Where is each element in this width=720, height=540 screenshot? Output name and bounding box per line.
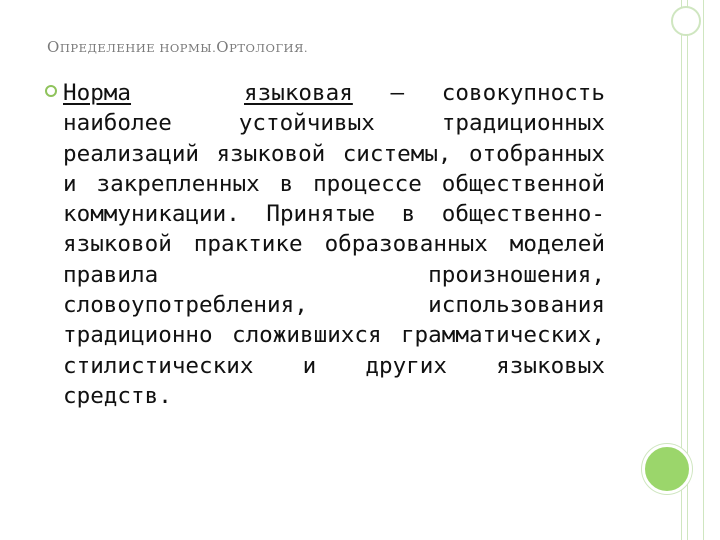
title-initial: О bbox=[216, 38, 230, 56]
outline-circle-icon bbox=[671, 6, 701, 36]
definition-paragraph bbox=[63, 78, 605, 411]
slide-title bbox=[47, 38, 308, 56]
title-initial: О bbox=[47, 38, 60, 56]
term-word: Норма bbox=[63, 80, 132, 106]
decorative-rule bbox=[703, 0, 704, 540]
definition-text: – совокупность наиболее устойчивых традиционных реализаций языковой системы, отобранных и закрепленных в процессе общественной коммуникации. Принятые в общественно-языковой практике образованных моделей правила произношения, словоупотребления, использования традиционно сложившихся грамматических, стилистических и других языковых средств. bbox=[63, 80, 606, 409]
title-part-two: РТОЛОГИЯ. bbox=[229, 41, 309, 55]
title-part-one: ПРЕДЕЛЕНИЕ НОРМЫ. bbox=[59, 41, 217, 55]
ring-bullet-icon bbox=[45, 85, 57, 97]
green-circle-icon bbox=[642, 444, 692, 494]
term-word: языковая bbox=[244, 80, 353, 106]
